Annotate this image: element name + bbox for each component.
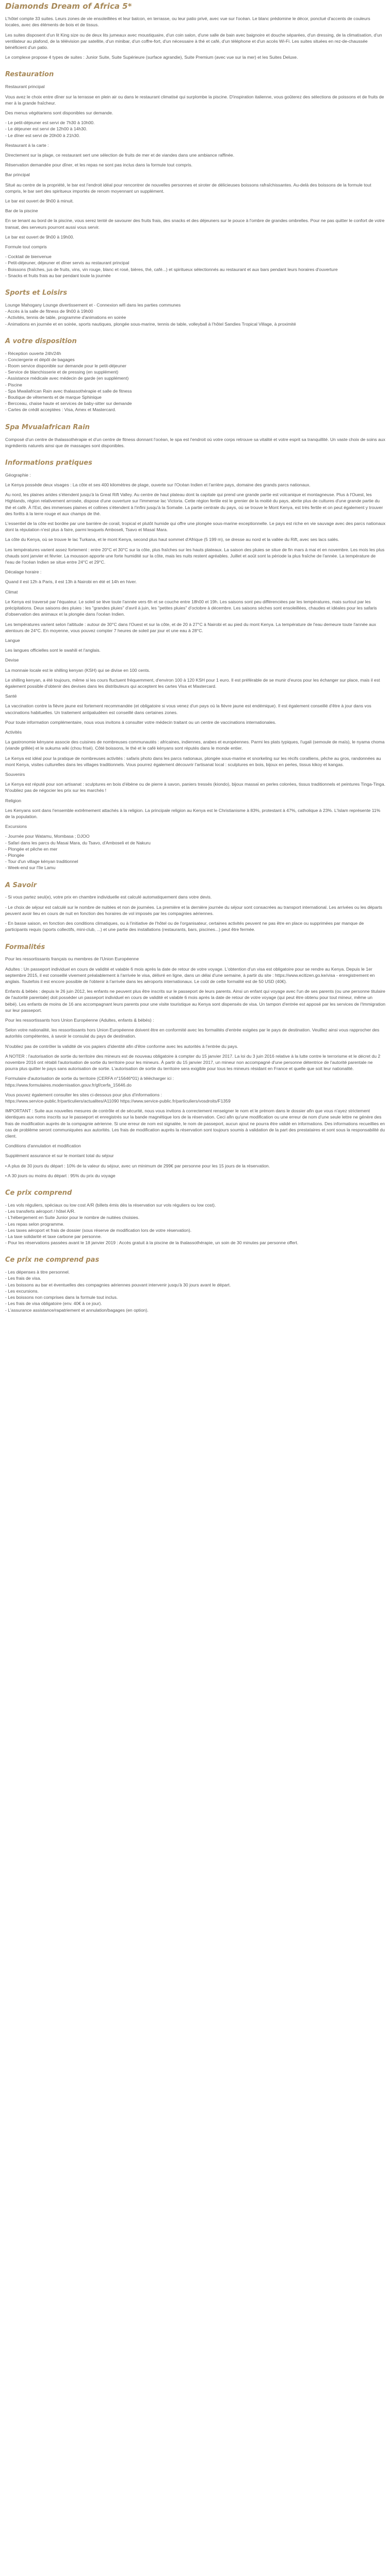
section-paragraph: Vous avez le choix entre dîner sur la terrasse en plein air ou dans le restaurant climatisé qui surplombe la piscine. D'inspiration italienne, vous goûterez des sélections de poissons et de fruits de mer à la grande fraîcheur. — [5, 94, 384, 106]
intro-paragraph: Le complexe propose 4 types de suites : Junior Suite, Suite Supérieure (surface agrandie), Suite Premium (avec vue sur la mer) et les Suites Deluxe. — [5, 55, 298, 60]
section-paragraph: Réservation demandée pour dîner, et les repas ne sont pas inclus dans la formule tout compris. — [5, 162, 193, 168]
section-paragraph: - Cocktail de bienvenue - Petit-déjeuner, déjeuner et dîner servis au restaurant principal - Boissons (fraîches, jus de fruits, vins, vin rouge, blanc et rosé, bières, thé, café...) et spiritueux sélectionnés au restaurant et aux bars pendant leurs horaires d'ouverture - Snacks et fruits frais au bar pendant toute la journée — [5, 254, 338, 278]
section-paragraph: Des menus végétariens sont disponibles sur demande. — [5, 110, 113, 115]
section-heading: Restauration — [5, 71, 54, 79]
section-paragraph: Le bar est ouvert de 9h00 à 19h00. — [5, 234, 74, 240]
intro-paragraph: Les suites disposent d'un lit King size ou de deux lits jumeaux avec moustiquaire, d'un coin salon, d'une salle de bain avec baignoire et douche séparées, d'un dressing, de la climatisation, d'un ventilateur au plafond, de la télévision par satellite, d'un minibar, d'un coffre-fort, d'un nécessaire à thé et café, d'un téléphone et d'un accès Wi-Fi. Les suites situées en rez-de-chaussée bénéficient d'un patio. — [5, 32, 382, 50]
section-paragraph: - Le choix de séjour est calculé sur le nombre de nuitées et non de journées. La première et la dernière journée du séjour sont consacrées au transport international. Les arrivées ou les départs peuvent avoir lieu en cours de nuit en fonction des horaires de vol imposés par les compagnies aériennes. — [5, 904, 382, 916]
section-paragraph: Géographie : — [5, 472, 31, 478]
section-paragraph: Langue — [5, 637, 20, 643]
section-heading: A votre disposition — [5, 337, 77, 345]
section-paragraph: La vaccination contre la fièvre jaune est fortement recommandée (et obligatoire si vous venez d'un pays où la fièvre jaune est endémique). Il est également conseillé d'être à jour dans vos vaccinations habituelles. Un traitement antipaludéen est conseillé dans certaines zones. — [5, 703, 371, 715]
section-heading: Formalités — [5, 943, 45, 951]
section-paragraph: Les températures varient selon l'altitude : autour de 30°C dans l'Ouest et sur la côte, et de 20 à 27°C à Nairobi et au pied du mont Kenya. La température de l'eau demeure toute l'année aux alentours de 24°C. En moyenne, vous pouvez compter 7 heures de soleil par jour et une eau à 28°C. — [5, 621, 377, 633]
section-paragraph: Les températures varient assez fortement : entre 20°C et 30°C sur la côte, plus fraîches sur les hauts plateaux. La saison des pluies se situe de fin mars à mai et en novembre. Les mois les plus chauds sont janvier et février. La mousson apporte une forte humidité sur la côte, mais les nuits restent agréables. Juillet et août sont la période la plus fraîche de l'année. La température de l'eau de l'océan Indien se situe entre 24°C et 29°C. — [5, 547, 385, 565]
section-paragraph: Le Kenya est traversé par l'équateur. Le soleil se lève toute l'année vers 6h et se couche entre 18h00 et 19h. Les saisons sont peu différenciées par les températures, mais surtout par les précipitations. Deux saisons des pluies : les "grandes pluies" d'avril à juin, les "petites pluies" d'octobre à décembre. Les saisons sèches sont ensoleillées, chaudes et idéales pour les safaris d'observation des animaux et la plongée dans l'océan Indien. — [5, 599, 377, 617]
section-heading: A Savoir — [5, 881, 37, 889]
section-paragraph: Religion — [5, 798, 22, 803]
section-paragraph: • A 30 jours ou moins du départ : 95% du prix du voyage — [5, 1173, 116, 1178]
section-paragraph: Souvenirs — [5, 771, 25, 777]
section-heading: Informations pratiques — [5, 459, 92, 467]
section — [5, 943, 386, 1179]
section-paragraph: Selon votre nationalité, les ressortissants hors Union Européenne doivent être en conformité avec les formalités d'entrée exigées par le pays de destination. Veuillez ainsi vous rapprocher des autorités compétentes, à savoir le consulat du pays de destination. — [5, 1027, 380, 1039]
section-paragraph: Activités — [5, 729, 22, 735]
section-paragraph: Directement sur la plage, ce restaurant sert une sélection de fruits de mer et de viandes dans une ambiance raffinée. — [5, 152, 235, 158]
section-paragraph: - Le petit-déjeuner est servi de 7h30 à 10h00. - Le déjeuner est servi de 12h00 à 14h30. - Le dîner est servi de 20h00 à 21h30. — [5, 120, 95, 138]
section-paragraph: - En basse saison, en fonction des conditions climatiques, ou à l'initiative de l'hôtel ou de l'organisateur, certaines activités peuvent ne pas être en place ou supprimées par manque de participants requis (sports collectifs, mini-club, ...) et une partie des installations (restaurants, bars, piscines...) peut être fermée. — [5, 921, 364, 933]
section-paragraph: Adultes : Un passeport individuel en cours de validité et valable 6 mois après la date de retour de votre voyage. L'obtention d'un visa est obligatoire pour se rendre au Kenya. Depuis le 1er septembre 2015, il est conseillé vivement préalablement à l'arrivée le visa, délivré en ligne, dans un délai d'une semaine, à partir du site : https://www.ecitizen.go.ke/visa - enregistrement en anglais. Toutefois il est encore possible de l'obtenir à l'arrivée dans les aéroports internationaux. Le coût de cette formalité est de 50 USD (40€). — [5, 966, 375, 984]
section-paragraph: Le Kenya possède deux visages : La côte et ses 400 kilomètres de plage, ouverte sur l'Océan Indien et l'arrière pays, domaine des grands parcs nationaux. — [5, 482, 311, 488]
section-paragraph: Au nord, les plaines arides s'étendent jusqu'à la Great Rift Valley. Au centre de haut plateau dont la capitale qui prend une grande partie est volcanique et montagneuse. Plus à l'Ouest, les Highlands, région relativement arrosée, dispose d'une ouverture sur l'immense lac Victoria. Cette région fertile est le grenier de la moitié du pays, abrite plus de cultures d'une grande partie du thé et café. À l'Est, des immenses plaines et collines s'étendent à l'infini jusqu'à la Somalie. La partie centrale du pays, où se trouve le Mont Kenya, est très fertile et on peut également y trouver des forêts à la terre rouge et aux champs de thé. — [5, 492, 383, 516]
intro-paragraph: L'hôtel compte 33 suites. Leurs zones de vie ensoleillées et leur balcon, en terrasse, ou leur patio privé, avec vue sur l'océan. Le blanc prédomine le décor, ponctué d'accents de couleurs locales, avec des éléments de bois et de tissus. — [5, 16, 370, 28]
section-paragraph: Vous pouvez également consulter les sites ci-dessous pour plus d'informations : https://www.service-public.fr/particuliers/actualites/A11090 https://www.service-public.fr/particuliers/vosdroits/F1359 — [5, 1092, 231, 1104]
section-paragraph: Le Kenya est réputé pour son artisanat : sculptures en bois d'ébène ou de pierre à savon, paniers tressés (kiondo), bijoux massaï en perles colorées, tissus traditionnels et peintures Tinga-Tinga. N'oubliez pas de négocier les prix sur les marchés ! — [5, 782, 385, 793]
section-paragraph: Quand il est 12h à Paris, il est 13h à Nairobi en été et 14h en hiver. — [5, 579, 137, 585]
section-paragraph: Devise — [5, 657, 19, 663]
page-title: Diamonds Dream of Africa 5* — [5, 2, 132, 11]
section-paragraph: IMPORTANT : Suite aux nouvelles mesures de contrôle et de sécurité, nous vous invitons à correctement renseigner le nom et le prénom dans le dossier afin que vous n'ayez strictement identiques aux noms inscrits sur le passeport et enregistrés sur la bande magnétique lors de la réservation. Ceci afin qu'une modification ou une erreur de nom d'une seule lettre ne génère des frais de modification auprès de la compagnie aérienne. Si une erreur de nom est signalée, le nom de passeport, aucun ajout ne pourra être validé en informations. Des informations recueillies en cas de problème seront communiquées aux autorités. Les frais de modification auprès la réservation sont toujours soumis à validation de la part des prestataires et sont sous la responsabilité du client. — [5, 1108, 385, 1139]
section-paragraph: La côte du Kenya, où se trouve le lac Turkana, et le mont Kenya, second plus haut sommet d'Afrique (5 199 m), se dresse au nord et la vallée du Rift, avec ses lacs salés. — [5, 537, 339, 543]
section-heading: Ce prix comprend — [5, 1189, 72, 1197]
section-paragraph: Santé — [5, 693, 17, 699]
section-heading: Spa Mvualafrican Rain — [5, 423, 90, 431]
section-paragraph: Climat — [5, 589, 18, 595]
section-paragraph: Décalage horaire : — [5, 569, 42, 575]
section-paragraph: Supplément assurance et sur le montant total du séjour — [5, 1153, 114, 1159]
section-paragraph: Pour les ressortissants français ou membres de l'Union Européenne — [5, 956, 139, 962]
section-paragraph: Conditions d'annulation et modification — [5, 1143, 81, 1149]
section-paragraph: Formule tout compris — [5, 244, 47, 250]
section-paragraph: N'oubliez pas de contrôler la validité de vos papiers d'identité afin d'être conforme avec les autorités à l'entrée du pays. — [5, 1043, 238, 1049]
section-paragraph: A NOTER : l'autorisation de sortie du territoire des mineurs est de nouveau obligatoire à compter du 15 janvier 2017. La loi du 3 juin 2016 relative à la lutte contre le terrorisme et le décret du 2 novembre 2016 ont rétabli l'autorisation de sortie du territoire pour les mineurs. À partir du 15 janvier 2017, un mineur non accompagné d'une personne détentrice de l'autorité parentale ne pourra plus quitter le pays sans autorisation de sortie. L'autorisation de sortie du territoire sera exigible pour tous les mineurs résidant en France et quelle que soit leur nationalité. — [5, 1053, 381, 1072]
intro — [5, 15, 386, 60]
section — [5, 1256, 386, 1313]
section-paragraph: Le shilling kenyan, a été toujours, même si les cours fluctuent fréquemment, d'environ 100 à 120 KSH pour 1 euro. Il est préférable de se munir d'euros pour les échanger sur place, mais il est également possible d'obtenir des devises dans les distributeurs qui acceptent les cartes Visa et Mastercard. — [5, 677, 380, 689]
section-paragraph: Lounge Mahogany Lounge divertissement et - Connexion wifi dans les parties communes - Accès à la salle de fitness de 9h00 à 19h00 - Activités, tennis de table, programme d'animations en soirée - Animations en journée et en soirée, sports nautiques, plongée sous-marine, tennis de table, volleyball à l'hôtel Sandies Tropical Village, à proximité — [5, 302, 296, 327]
section-paragraph: Restaurant à la carte : — [5, 142, 49, 148]
section — [5, 423, 386, 449]
section-paragraph: Situé au centre de la propriété, le bar est l'endroit idéal pour rencontrer de nouvelles personnes et siroter de délicieuses boissons rafraîchissantes. Au-delà des boissons de la formule tout compris, le bar sert des spiritueux importés de renom moyennant un supplément. — [5, 182, 371, 194]
section-paragraph: Le Kenya est idéal pour la pratique de nombreuses activités : safaris photo dans les parcs nationaux, plongée sous-marine et snorkeling sur les récifs coralliens, pêche au gros, randonnées au mont Kenya, visites culturelles dans les villages traditionnels. Vous pourrez également découvrir l'artisanat local : sculptures en bois, bijoux en perles, tissus kikoy et kangas. — [5, 755, 381, 767]
section-paragraph: - Réception ouverte 24h/24h - Conciergerie et dépôt de bagages - Room service disponible sur demande pour le petit-déjeuner - Service de blanchisserie et de pressing (en supplément) - Assistance médicale avec médecin de garde (en supplément) - Piscine - Spa Mwaliafrican Rain avec thalassothérapie et salle de fitness - Boutique de vêtements et de marque Sphinique - Bercceau, chaise haute et services de baby-sitter sur demande - Cartes de crédit acceptées : Visa, Amex et Mastercard. — [5, 350, 132, 413]
section — [5, 882, 386, 933]
section-paragraph: L'essentiel de la côte est bordée par une barrière de corail, tropical et plutôt humide qui offre une plongée sous-marine exceptionnelle. Le pays est riche en vie sauvage avec des parcs nationaux dont la réputation n'est plus à faire, parmi lesquels Amboseli, Tsavo et Masaï Mara. — [5, 521, 386, 533]
section — [5, 71, 386, 279]
section-paragraph: Les langues officielles sont le swahili et l'anglais. — [5, 648, 101, 653]
section-paragraph: Composé d'un centre de thalassothérapie et d'un centre de fitness donnant l'océan, le spa est l'endroit où votre corps retrouve sa vitalité et votre esprit sa tranquillité. Un vaste choix de soins aux ingrédients naturels ainsi que de massages sont disponibles. — [5, 436, 385, 448]
section-paragraph: - Les vols réguliers, spéciaux ou low cost A/R (billets émis dès la réservation sur vols réguliers ou low cost). - Les transferts aéroport / hôtel A/R. - L'hébergement en Suite Junior pour le nombre de nuitées choisies. - Les repas selon programme. - Les taxes aéroport et frais de dossier (sous réserve de modification lors de votre réservation). - La taxe solidarité et taxe carbone par personne. - Pour les réservations passées avant le 18 janvier 2019 : Accès gratuit à la piscine de la thalassothérapie, un soin de 30 minutes par personne offert. — [5, 1202, 299, 1246]
sections — [5, 71, 386, 1313]
section-paragraph: En se tenant au bord de la piscine, vous serez tenté de savourer des fruits frais, des snacks et des déjeuners sur le pouce à l'ombre de grandes ombrelles. Pour ne pas quitter le confort de votre transat, des serveurs pourront aussi vous servir. — [5, 218, 385, 230]
section-paragraph: • A plus de 30 jours du départ : 10% de la valeur du séjour, avec un minimum de 299€ par personne pour les 15 jours de la réservation. — [5, 1163, 270, 1168]
section — [5, 337, 386, 413]
section-paragraph: Restaurant principal — [5, 84, 45, 90]
section-paragraph: Bar de la piscine — [5, 208, 38, 214]
section — [5, 289, 386, 327]
section-paragraph: - Si vous partez seul(e), votre prix en chambre individuelle est calculé automatiquement dans votre devis. — [5, 894, 212, 900]
section-paragraph: Les Kenyans sont dans l'ensemble extrêmement attachés à la religion. La principale religion au Kenya est le Christianisme à 83%, protestant à 47%, catholique à 23%. L'Islam représente 11% de la population. — [5, 807, 381, 819]
section — [5, 459, 386, 871]
section-paragraph: Bar principal — [5, 172, 30, 178]
section-paragraph: - Journée pour Watamu, Mombasa ; DJOO - Safari dans les parcs du Masai Mara, du Tsavo, d'Amboseli et de Nakuru - Plongée et pêche en mer - Plongée - Tour d'un village kényan traditionnel - Week-end sur l'île Lamu — [5, 834, 151, 871]
section-heading: Sports et Loisirs — [5, 289, 68, 297]
section-paragraph: Pour les ressortissants hors Union Européenne (Adultes, enfants & bébés) : — [5, 1018, 154, 1023]
section-paragraph: Le bar est ouvert de 9h00 à minuit. — [5, 198, 74, 204]
section-paragraph: Enfants & bébés : depuis le 26 juin 2012, les enfants ne peuvent plus être inscrits sur le passeport de leurs parents. Ainsi un enfant qui voyage avec l'un de ses parents (ou une personne titulaire de l'autorité parentale) doit posséder un passeport individuel en cours de validité et valable 6 mois après la date de retour de votre voyage (qui peut être obtenu pour tout mineur, même un bébé). Les enfants de moins de 16 ans accompagnant leurs parents pour une visite touristique au Kenya sont dispensés de visa. Un tampon d'entrée est apposé par les services de l'Immigration sur leur passeport. — [5, 989, 386, 1013]
section-paragraph: - Les dépenses à titre personnel. - Les frais de visa. - Les boissons au bar et éventuelles des compagnies aériennes pouvant intervenir jusqu'à 30 jours avant le départ. - Les excursions. - Les boissons non comprises dans la formule tout inclus. - Les frais de visa obligatoire (env. 40€ à ce jour). - L'assurance assistance/rapatriement et annulation/bagages (en option). — [5, 1269, 231, 1313]
section-paragraph: La gastronomie kényane associe des cuisines de nombreuses communautés : africaines, indiennes, arabes et européennes. Parmi les plats typiques, l'ugali (semoule de maïs), le nyama choma (viande grillée) et le sukuma wiki (chou frisé). Côté boissons, le thé et le café kényans sont réputés dans le monde entier. — [5, 739, 385, 751]
section-paragraph: Pour toute information complémentaire, nous vous invitons à consulter votre médecin traitant ou un centre de vaccinations internationales. — [5, 719, 276, 725]
section-heading: Ce prix ne comprend pas — [5, 1256, 100, 1264]
section — [5, 1189, 386, 1246]
section-paragraph: Formulaire d'autorisation de sortie du territoire (CERFA n°15646*01) à télécharger ici : https://www.formulaires.modernisation.gouv.fr/gf/cerfa_15646.do — [5, 1076, 174, 1088]
section-paragraph: La monnaie locale est le shilling kenyan (KSH) qui se divise en 100 cents. — [5, 667, 150, 673]
section-paragraph: Excursions — [5, 824, 27, 829]
